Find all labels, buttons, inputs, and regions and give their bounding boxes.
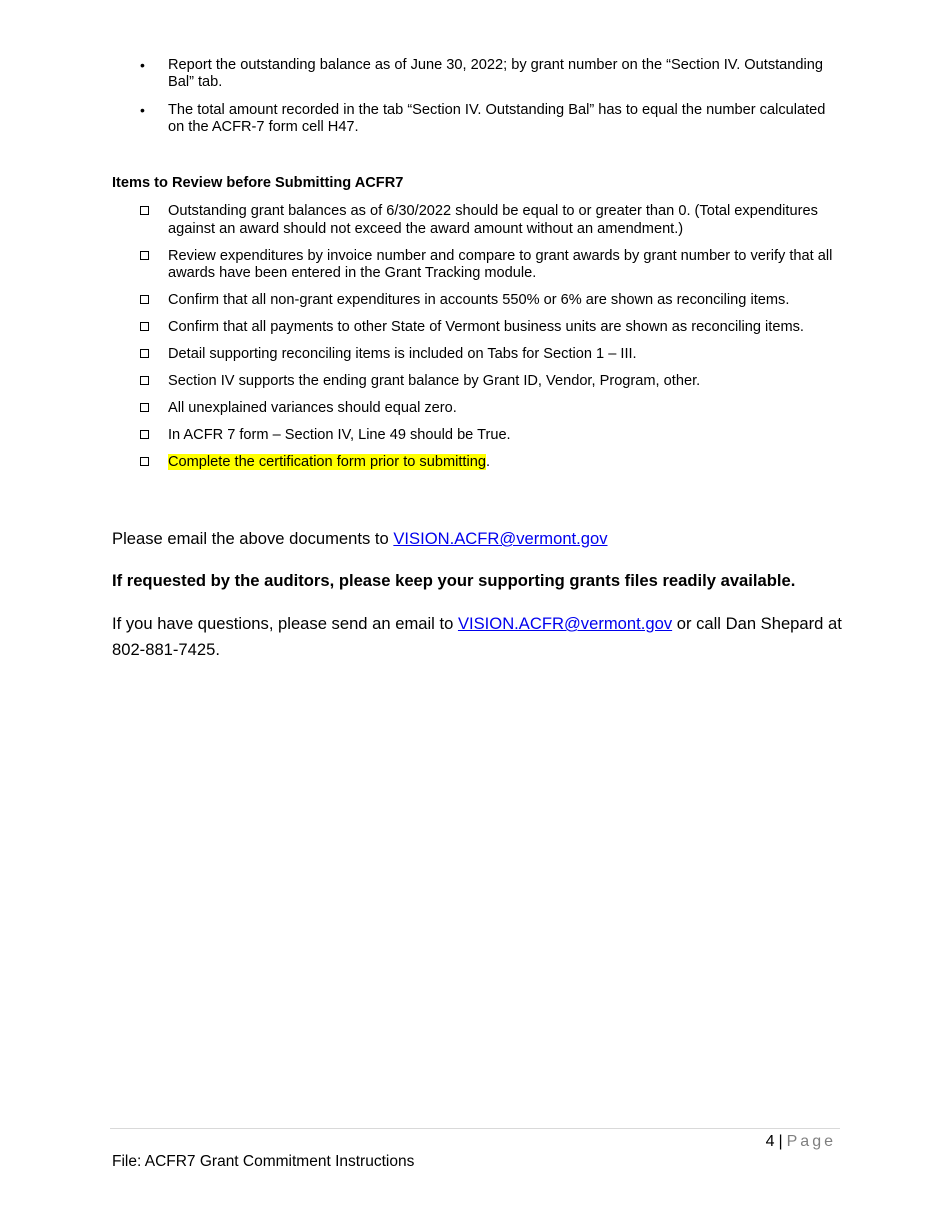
bullet-icon: • (140, 57, 145, 73)
checklist-item (0, 203, 950, 238)
email-instruction (112, 528, 608, 550)
checklist-item (0, 373, 950, 391)
checklist-text: Confirm that all non-grant expenditures in accounts 550% or 6% are shown as reconciling items. (168, 292, 790, 308)
bullet-item (0, 102, 950, 136)
bullet-text: The total amount recorded in the tab “Section IV. Outstanding Bal” has to equal the number calculated on the ACFR-7 form cell H47. (168, 102, 826, 135)
checklist-text: Detail supporting reconciling items is included on Tabs for Section 1 – III. (168, 346, 637, 362)
checklist-text: Review expenditures by invoice number and compare to grant awards by grant number to verify that all awards have been entered in the Grant Tracking module. (168, 247, 833, 281)
page-number-value: 4 (765, 1133, 775, 1150)
footer-divider (110, 1128, 840, 1129)
checklist-item (0, 346, 950, 364)
email-text: Please email the above documents to (112, 529, 394, 548)
checkbox-icon (140, 376, 149, 385)
checkbox-icon (140, 403, 149, 412)
checklist-item (0, 454, 950, 472)
questions-note (112, 611, 842, 663)
checklist-text: In ACFR 7 form – Section IV, Line 49 should be True. (168, 427, 511, 443)
questions-text-after: or call Dan Shepard at 802-881-7425. (112, 614, 842, 659)
checklist-item (0, 248, 950, 283)
instruction-bullets (0, 57, 950, 147)
questions-text-before: If you have questions, please send an email to (112, 614, 458, 633)
questions-email-link[interactable]: VISION.ACFR@vermont.gov (457, 614, 673, 633)
auditors-note: If requested by the auditors, please keep your supporting grants files readily available. (112, 571, 796, 590)
page-separator: | (778, 1133, 783, 1150)
checkbox-icon (140, 322, 149, 331)
checkbox-icon (140, 457, 149, 466)
checklist-item (0, 400, 950, 418)
checkbox-icon (140, 349, 149, 358)
page-label: Page (786, 1133, 836, 1150)
checkbox-icon (140, 251, 149, 260)
email-link[interactable]: VISION.ACFR@vermont.gov (393, 529, 608, 548)
file-label: File: ACFR7 Grant Commitment Instructions (112, 1153, 415, 1170)
checklist-text: Section IV supports the ending grant balance by Grant ID, Vendor, Program, other. (168, 373, 701, 389)
checkbox-icon (140, 430, 149, 439)
bullet-icon: • (140, 102, 145, 118)
checklist-suffix: . (485, 454, 491, 470)
checkbox-icon (140, 206, 149, 215)
checklist-text: All unexplained variances should equal zero. (168, 400, 457, 416)
checklist-item (0, 292, 950, 310)
bullet-text: Report the outstanding balance as of June 30, 2022; by grant number on the “Section IV. Outstanding Bal” tab. (168, 57, 824, 90)
page-number (766, 1133, 836, 1151)
checklist-item (0, 427, 950, 445)
highlighted-text: Complete the certification form prior to submitting (168, 454, 486, 470)
checkbox-icon (140, 295, 149, 304)
review-checklist (0, 203, 950, 481)
bullet-item (0, 57, 950, 91)
review-heading: Items to Review before Submitting ACFR7 (112, 175, 404, 191)
checklist-text: Outstanding grant balances as of 6/30/2022 should be equal to or greater than 0. (Total expenditures against an award should not exceed the award amount without an amendment.) (168, 203, 818, 237)
checklist-text: Confirm that all payments to other State of Vermont business units are shown as reconciling items. (168, 319, 804, 335)
checklist-item (0, 319, 950, 337)
